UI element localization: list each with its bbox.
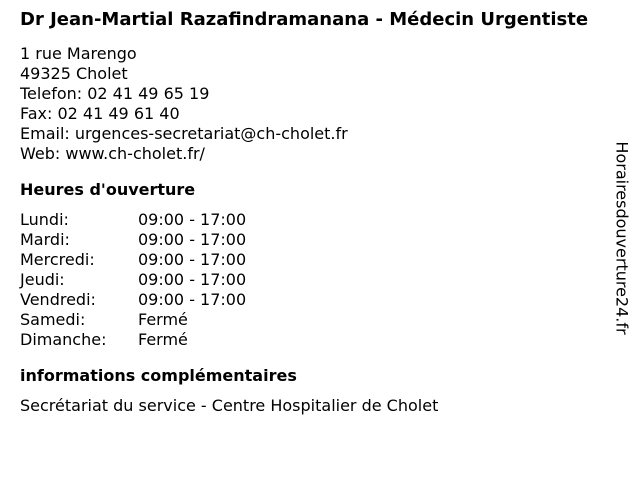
hours-row-saturday — [20, 310, 605, 330]
day-label: Dimanche: — [20, 330, 107, 349]
day-label: Mardi: — [20, 230, 70, 249]
time-value: 09:00 - 17:00 — [138, 250, 247, 269]
day-label: Samedi: — [20, 310, 86, 329]
hours-table — [20, 210, 605, 350]
info-text: Secrétariat du service - Centre Hospitalier de Cholet — [20, 396, 439, 415]
info-heading: informations complémentaires — [20, 366, 297, 385]
email-address: Email: urgences-secretariat@ch-cholet.fr — [20, 124, 348, 143]
hours-heading: Heures d'ouverture — [20, 180, 196, 199]
time-value: 09:00 - 17:00 — [138, 270, 247, 289]
hours-row-friday — [20, 290, 605, 310]
hours-row-thursday — [20, 270, 605, 290]
time-value: 09:00 - 17:00 — [138, 290, 247, 309]
time-value: Fermé — [138, 310, 188, 329]
day-label: Lundi: — [20, 210, 69, 229]
hours-row-wednesday — [20, 250, 605, 270]
day-label: Mercredi: — [20, 250, 95, 269]
phone-number: Telefon: 02 41 49 65 19 — [20, 84, 210, 103]
time-value: 09:00 - 17:00 — [138, 210, 247, 229]
website-address: Web: www.ch-cholet.fr/ — [20, 144, 205, 163]
time-value: 09:00 - 17:00 — [138, 230, 247, 249]
time-value: Fermé — [138, 330, 188, 349]
hours-row-monday — [20, 210, 605, 230]
day-label: Jeudi: — [20, 270, 65, 289]
listing-card — [20, 10, 605, 416]
day-label: Vendredi: — [20, 290, 96, 309]
street-address: 1 rue Marengo — [20, 44, 137, 63]
city-address: 49325 Cholet — [20, 64, 128, 83]
page-title: Dr Jean-Martial Razafindramanana - Médecin Urgentiste — [20, 9, 589, 30]
site-watermark: Horairesdouverture24.fr — [612, 141, 632, 335]
contact-block — [20, 44, 605, 164]
hours-row-sunday — [20, 330, 605, 350]
hours-row-tuesday — [20, 230, 605, 250]
fax-number: Fax: 02 41 49 61 40 — [20, 104, 180, 123]
